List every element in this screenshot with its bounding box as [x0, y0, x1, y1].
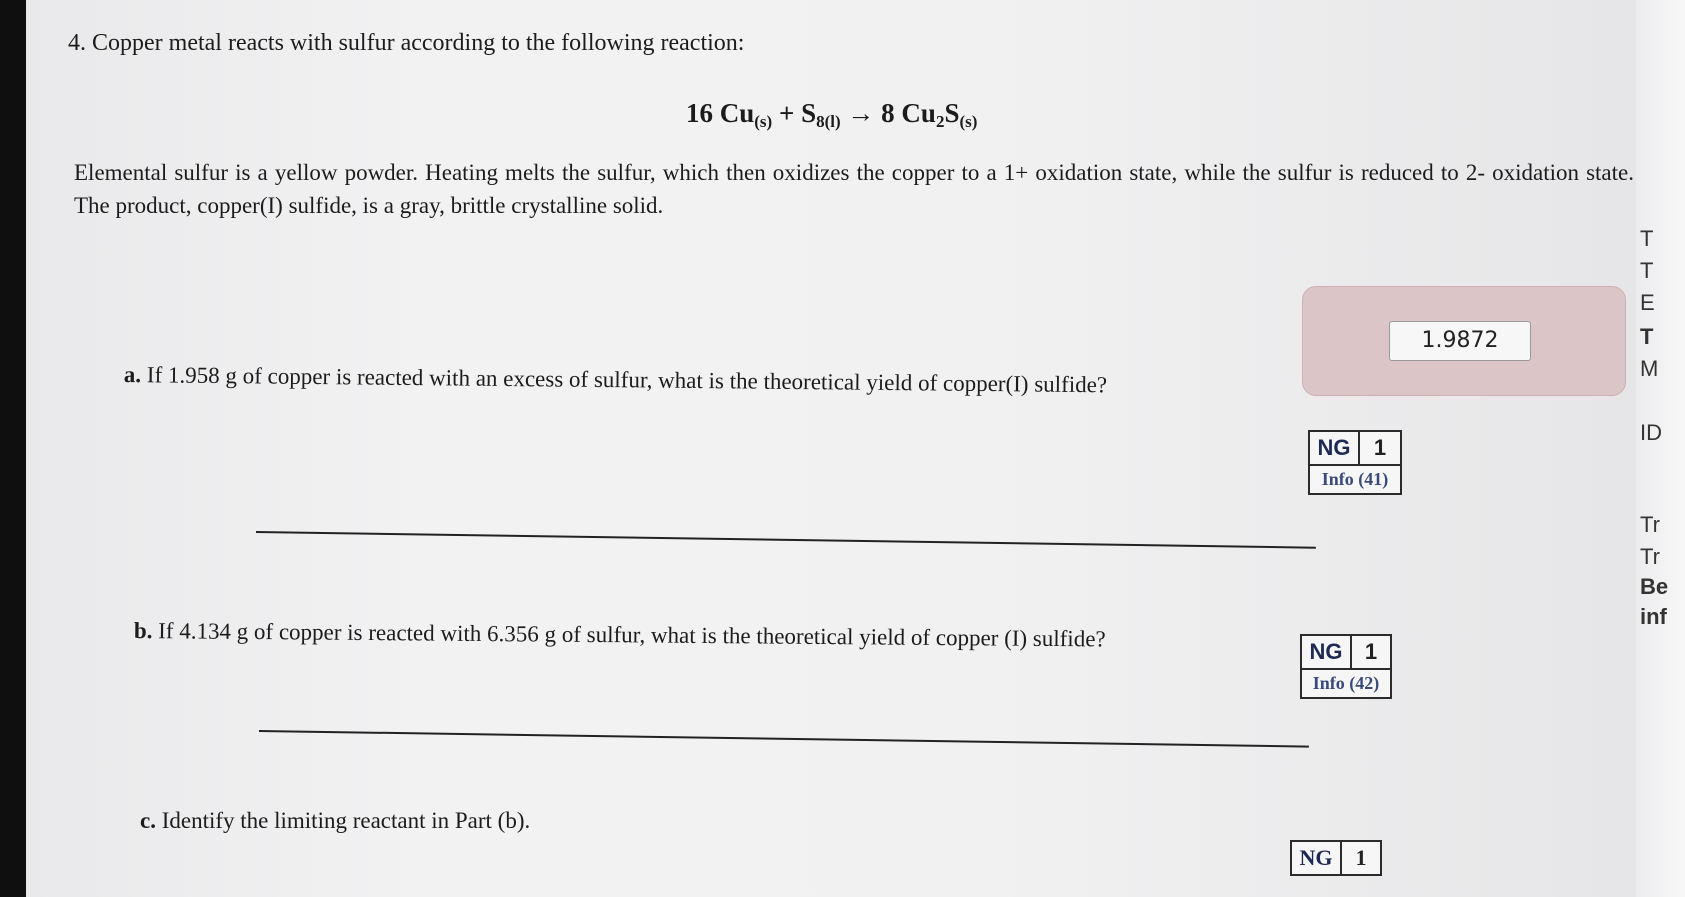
side-text: T [1640, 258, 1654, 283]
part-a-answer-panel [1302, 286, 1626, 396]
part-a-question [124, 362, 1107, 398]
side-text: E [1640, 290, 1655, 315]
description-paragraph: Elemental sulfur is a yellow powder. Heating melts the sulfur, which then oxidizes the copper to a 1+ oxidation state, while the sulfur is reduced to 2- oxidation state. The product, copper(I) sulfide, is a gray, brittle crystalline solid. [74, 160, 1634, 218]
part-a-text: If 1.958 g of copper is reacted with an excess of sulfur, what is the theoretical yield of copper(I) sulfide? [146, 362, 1108, 398]
part-b-text: If 4.134 g of copper is reacted with 6.356 g of sulfur, what is the theoretical yield of copper (I) sulfide? [158, 618, 1106, 652]
side-text: Tr [1640, 544, 1660, 569]
side-text: T [1640, 324, 1654, 349]
chemical-equation: 16 $Cu_{(s)} + S_{8(l)} \to 8$ $Cu_2S_{(s)}$ [686, 98, 978, 131]
part-b-question [134, 618, 1106, 652]
side-text: ID [1640, 420, 1662, 445]
part-c-text: Identify the limiting reactant in Part (b). [161, 808, 531, 833]
part-b-grade-box [1300, 634, 1392, 699]
part-c-label: c. [140, 808, 156, 833]
question-intro-text: Copper metal reacts with sulfur according to the following reaction: [92, 30, 745, 56]
grade-score: 1 [1364, 639, 1378, 664]
grade-ng-label: NG [1310, 432, 1360, 464]
part-a-label: a. [123, 362, 142, 388]
part-c-grade-box [1290, 840, 1382, 876]
part-a-grade-box [1308, 430, 1402, 495]
grade-score: 1 [1355, 845, 1367, 870]
part-b-label: b. [133, 618, 153, 644]
side-text: M [1640, 356, 1659, 381]
worksheet-page [26, 0, 1636, 897]
part-b-info-link[interactable]: Info (42) [1312, 673, 1380, 693]
question-intro [68, 30, 744, 57]
question-number: 4. [68, 30, 86, 56]
side-text: inf [1640, 604, 1667, 629]
part-b-answer-line [259, 730, 1309, 748]
part-a-info-link[interactable]: Info (41) [1321, 469, 1389, 489]
part-a-answer-input[interactable]: 1.9872 [1389, 321, 1531, 361]
grade-score: 1 [1373, 435, 1387, 460]
side-text: Tr [1640, 512, 1660, 537]
grade-ng-label: NG [1302, 636, 1352, 668]
part-a-answer-line [256, 531, 1316, 549]
grade-ng-label: NG [1292, 842, 1342, 874]
part-c-question [140, 808, 530, 834]
side-text: T [1640, 226, 1654, 251]
adjacent-page-fragment [1636, 0, 1685, 897]
side-text: Be [1640, 574, 1669, 599]
